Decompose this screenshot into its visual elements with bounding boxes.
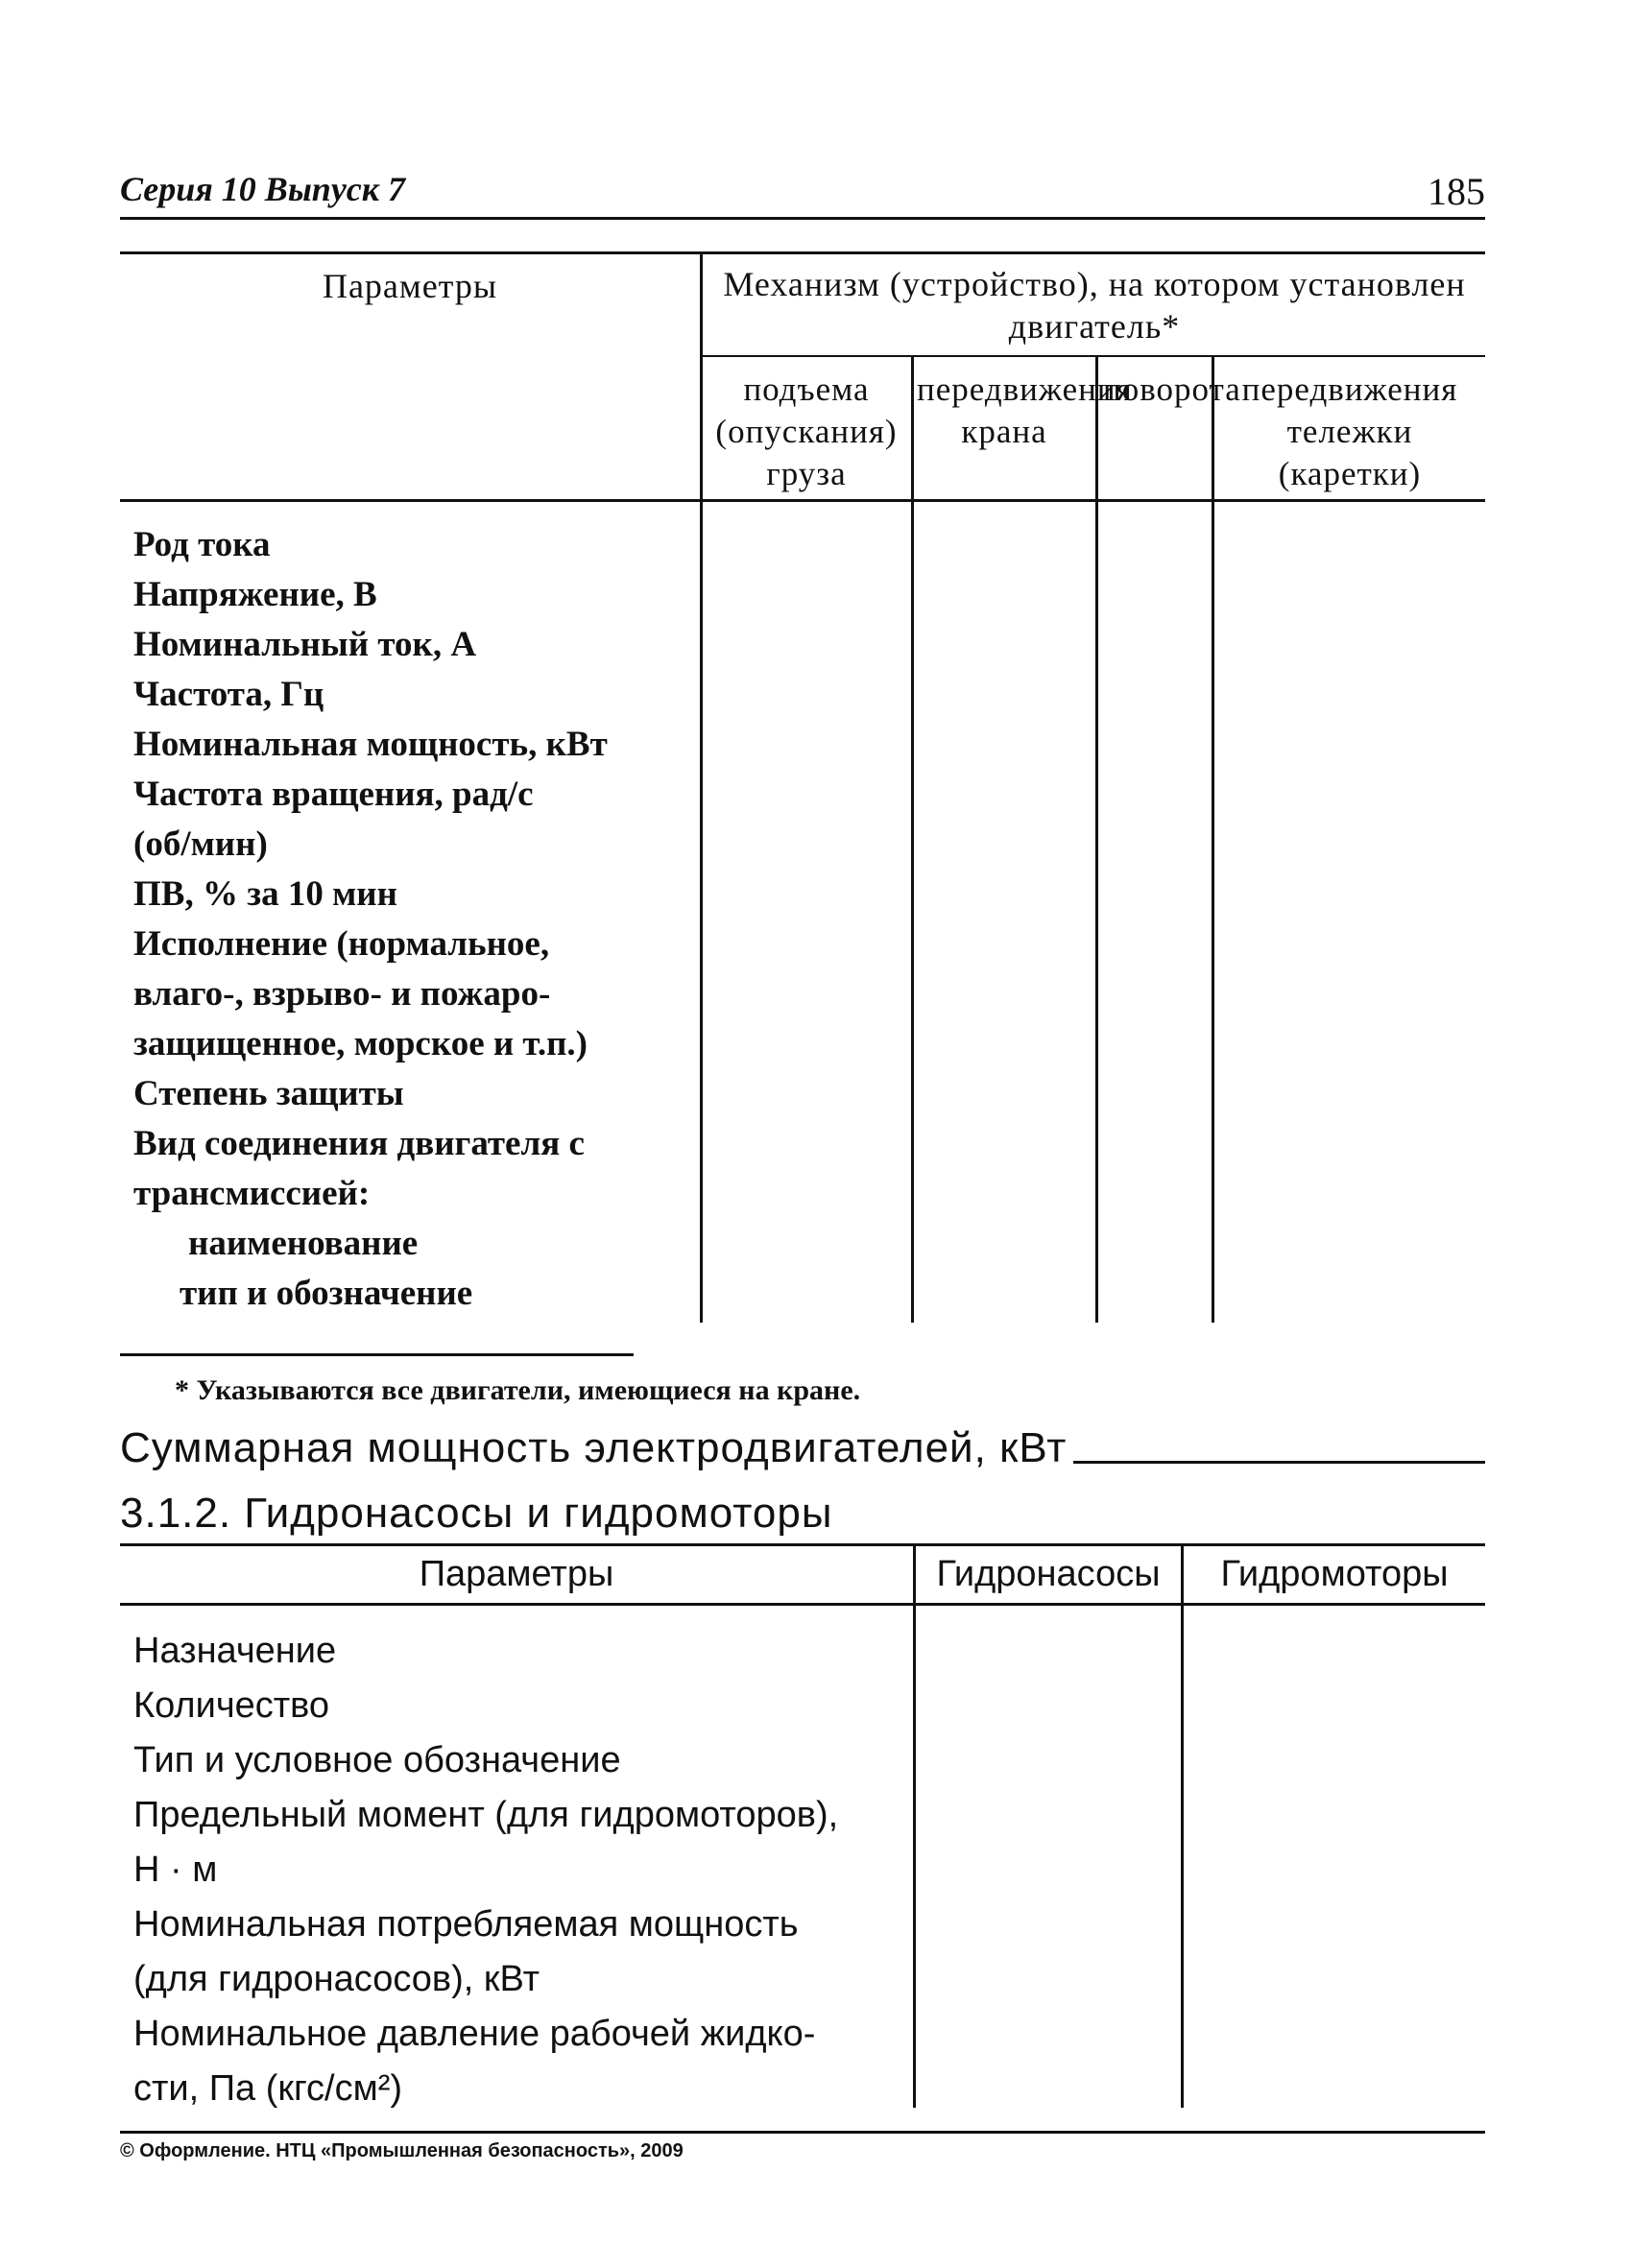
- params-header: Параметры: [419, 1554, 614, 1594]
- param-row: Номинальный ток, А: [133, 625, 477, 664]
- params-header: Параметры: [322, 267, 498, 305]
- column-divider: [911, 355, 914, 1323]
- page-number: 185: [1428, 170, 1485, 213]
- param-row: трансмиссией:: [133, 1174, 371, 1213]
- params-list: [133, 1624, 838, 2116]
- param-row: ПВ, % за 10 мин: [133, 874, 397, 914]
- summary-label: Суммарная мощность электродвигателей, кВт: [120, 1424, 1068, 1471]
- summary-blank-line: [1073, 1461, 1485, 1464]
- param-row: Степень защиты: [133, 1074, 404, 1113]
- series-label: Серия 10 Выпуск 7: [120, 170, 406, 208]
- hydraulics-table: [120, 1543, 1485, 2108]
- param-row: сти, Па (кгс/см²): [133, 2068, 403, 2109]
- param-row: Номинальная мощность, кВт: [133, 725, 608, 764]
- param-row: Исполнение (нормальное,: [133, 924, 550, 964]
- param-row: влаго-, взрыво- и пожаро-: [133, 974, 551, 1014]
- param-row: Род тока: [133, 525, 271, 564]
- table-head-rule: [120, 1603, 1485, 1606]
- param-row: Напряжение, В: [133, 575, 377, 614]
- pumps-header: Гидронасосы: [936, 1554, 1161, 1594]
- column-divider: [1212, 355, 1214, 1323]
- param-row: наименование: [188, 1224, 419, 1263]
- subhead-crane-travel: передвижения крана: [917, 370, 1133, 450]
- mechanism-header: Механизм (устройство), на котором установлен двигатель*: [723, 265, 1466, 346]
- motors-header: Гидромоторы: [1220, 1554, 1449, 1594]
- param-row: Тип и условное обозначение: [133, 1740, 621, 1780]
- param-row: Вид соединения двигателя с: [133, 1124, 585, 1163]
- param-row: (об/мин): [133, 824, 268, 864]
- param-row: Н · м: [133, 1850, 218, 1890]
- param-row: Частота вращения, рад/с: [133, 775, 534, 814]
- footnote: * Указываются все двигатели, имеющиеся на кране.: [175, 1374, 861, 1406]
- column-divider: [913, 1543, 916, 2108]
- copyright-footer: © Оформление. НТЦ «Промышленная безопасность», 2009: [120, 2140, 684, 2161]
- param-row: тип и обозначение: [180, 1274, 473, 1313]
- param-row: Номинальное давление рабочей жидко-: [133, 2014, 816, 2054]
- subhead-slewing: поворота: [1103, 370, 1241, 408]
- column-divider: [1095, 355, 1098, 1323]
- subhead-trolley-travel: передвижения тележки (каретки): [1241, 370, 1458, 492]
- column-divider: [1181, 1543, 1184, 2108]
- column-divider: [700, 251, 703, 1323]
- table-top-rule: [120, 251, 1485, 254]
- table-head-rule: [120, 499, 1485, 502]
- param-row: защищенное, морское и т.п.): [133, 1024, 588, 1063]
- motors-table: [120, 251, 1485, 1323]
- params-list: [133, 520, 608, 1319]
- param-row: Частота, Гц: [133, 675, 324, 714]
- param-row: Предельный момент (для гидромоторов),: [133, 1795, 839, 1835]
- header-rule: [120, 217, 1485, 220]
- subhead-rule: [702, 355, 1485, 357]
- param-row: Номинальная потребляемая мощность: [133, 1904, 799, 1945]
- subhead-lifting: подъема (опускания) груза: [715, 370, 898, 492]
- section-title: 3.1.2. Гидронасосы и гидромоторы: [120, 1490, 833, 1537]
- param-row: (для гидронасосов), кВт: [133, 1959, 540, 1999]
- param-row: Количество: [133, 1685, 330, 1726]
- footnote-rule: [120, 1353, 634, 1356]
- param-row: Назначение: [133, 1631, 337, 1671]
- footer-rule: [120, 2131, 1485, 2134]
